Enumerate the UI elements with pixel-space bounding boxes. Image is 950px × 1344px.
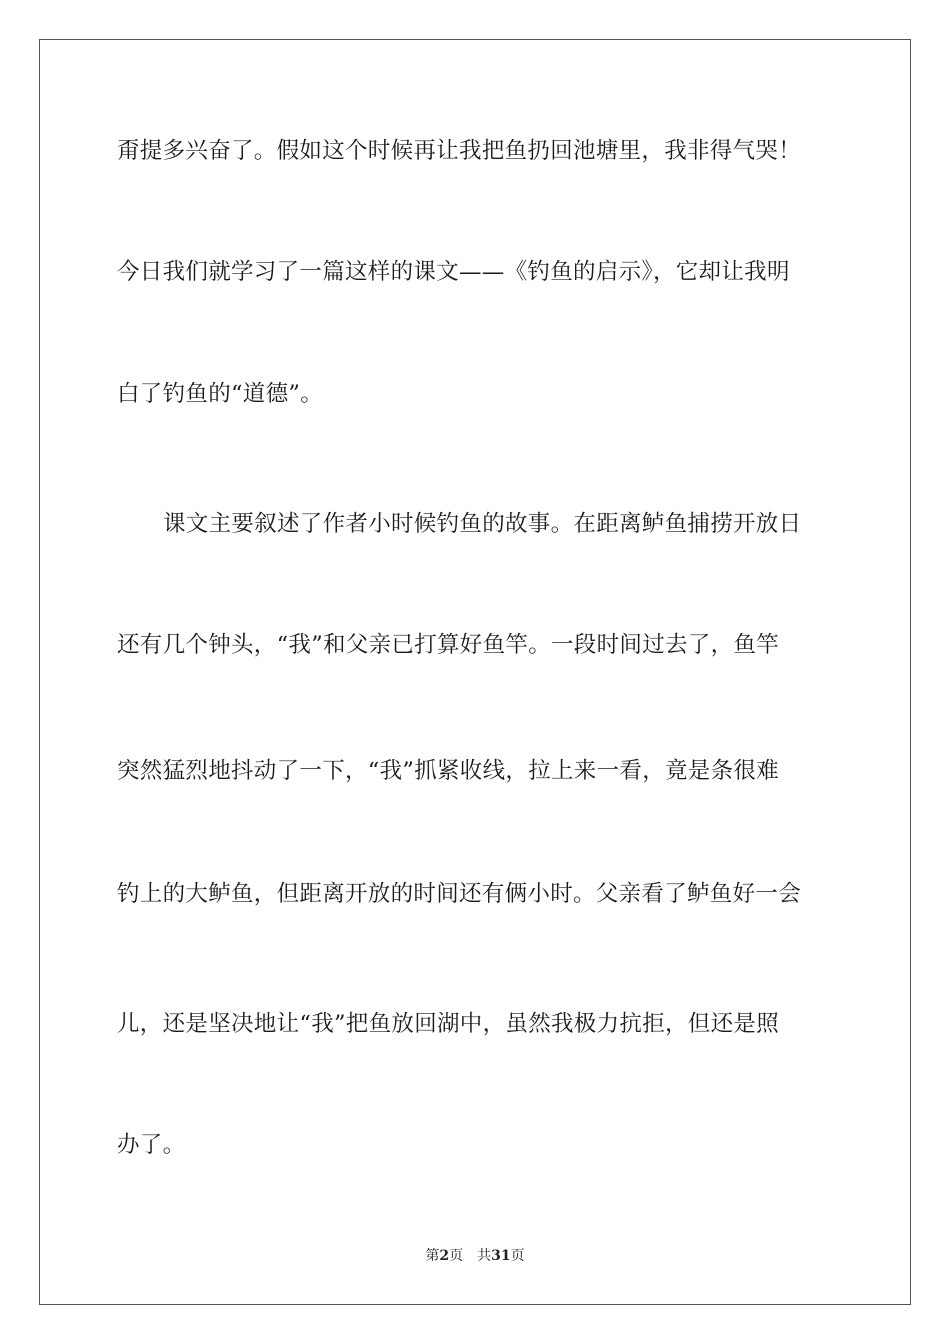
page-suffix: 页 [449, 1248, 464, 1264]
text-line-2: 今日我们就学习了一篇这样的课文——《钓鱼的启示》，它却让我明 [117, 259, 790, 285]
text-line-4-paragraph-start: 课文主要叙述了作者小时候钓鱼的故事。在距离鲈鱼捕捞开放日 [163, 511, 802, 537]
text-line-1: 甭提多兴奋了。假如这个时候再让我把鱼扔回池塘里，我非得气哭！ [117, 138, 802, 164]
text-line-8: 儿，还是坚决地让“我”把鱼放回湖中，虽然我极力抗拒，但还是照 [117, 1011, 780, 1037]
text-line-3: 白了钓鱼的“道德”。 [117, 381, 324, 407]
page-prefix: 第 [425, 1248, 440, 1264]
page-number: 2 [439, 1248, 450, 1264]
text-line-5: 还有几个钟头，“我”和父亲已打算好鱼竿。一段时间过去了，鱼竿 [117, 632, 780, 658]
page-footer [0, 1247, 950, 1265]
text-line-9: 办了。 [117, 1132, 186, 1158]
text-line-7: 钓上的大鲈鱼，但距离开放的时间还有俩小时。父亲看了鲈鱼好一会 [117, 881, 802, 907]
total-prefix: 共 [477, 1248, 492, 1264]
text-line-6: 突然猛烈地抖动了一下，“我”抓紧收线，拉上来一看，竟是条很难 [117, 758, 780, 784]
total-suffix: 页 [510, 1248, 525, 1264]
total-pages: 31 [491, 1248, 511, 1264]
page-border [39, 39, 911, 1305]
